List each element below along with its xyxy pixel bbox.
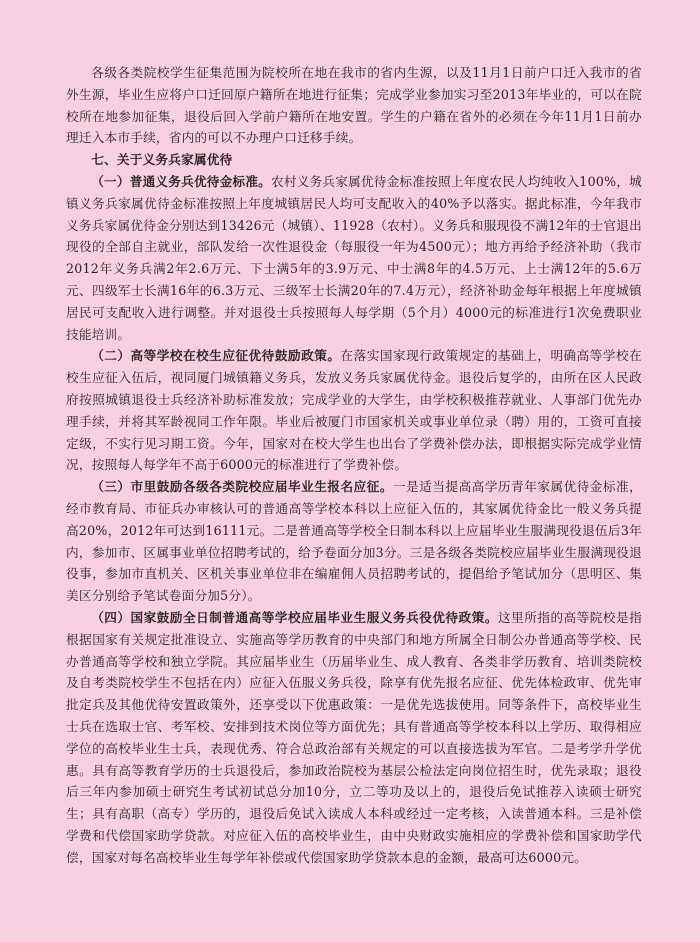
intro-paragraph: 各级各类院校学生征集范围为院校所在地在我市的省内生源，以及11月1日前户口迁入我市的省外生源，毕业生应将户口迁回原户籍所在地进行征集；完成学业参加实习至2013年毕业的，可以在院校所在地参加征集，退役后回入学前户籍所在地安置。学生的户籍在省外的必须在今年11月1日前办理迁入本市手续，省内的可以不办理户口迁移手续。 [66,65,642,146]
policy-item-1-body: 农村义务兵家属优待金标准按照上年度农民人均纯收入100%，城镇义务兵家属优待金标准按照上年度城镇居民人均可支配收入的40%予以落实。据此标准，今年我市义务兵家属优待金分别达到13426元（城镇）、11928（农村）。义务兵和服现役不满12年的士官退出现役的全部自主就业，部队发给一次性退役金（每服役一年为4500元）；地方再给予经济补助（我市2012年义务兵满2年2.6万元、下士满5年的3.9万元、中士满8年的4.5万元、上士满12年的5.6万元、四级军士长满16年的6.3万元、三级军士长满20年的7.4万元），经济补助金每年根据上年度城镇居民可支配收入进行调整。并对退役士兵按照每人每学期（5个月）4000元的标准进行1次免费职业技能培训。 [66,173,643,342]
policy-item-2-title: （二）高等学校在校生应征优待鼓励政策。 [91,348,341,364]
policy-item-3 [66,476,642,607]
policy-item-2-body: 在落实国家现行政策规定的基础上，明确高等学校在校生应征入伍后，视同厦门城镇籍义务兵，发放义务兵家属优待金。退役后复学的，由所在区人民政府按照城镇退役士兵经济补助标准发放；完成学业的大学生，由学校积极推荐就业、人事部门优先办理手续，并将其军龄视同工作年限。毕业后被厦门市国家机关或事业单位录（聘）用的，工资可直接定级，不实行见习期工资。今年，国家对在校大学生也出台了学费补偿办法，即根据实际完成学业情况，按照每人每学年不高于6000元的标准进行了学费补偿。 [66,348,643,473]
policy-item-4-body: 这里所指的高等院校是指根据国家有关规定批准设立、实施高等学历教育的中央部门和地方所属全日制公办普通高等学校、民办普通高等学校和独立学院。其应届毕业生（历届毕业生、成人教育、各类非学历教育、培训类院校及自考类院校学生不包括在内）应征入伍服义务兵役，除享有优先报名应征、优先体检政审、优先审批定兵及其他优待安置政策外，还享受以下优惠政策：一是优先选拔使用。同等条件下，高校毕业生士兵在选取士官、考军校、安排到技术岗位等方面优先；具有普通高等学校本科以上学历、取得相应学位的高校毕业生士兵，表现优秀、符合总政治部有关规定的可以直接选拔为军官。二是考学升学优惠。具有高等教育学历的士兵退役后，参加政治院校为基层公检法定向岗位招生时，优先录取；退役后三年内参加硕士研究生考试初试总分加10分，立二等功及以上的，退役后免试推荐入读硕士研究生；具有高职（高专）学历的，退役后免试入读成人本科或经过一定考核，入读普通本科。三是补偿学费和代偿国家助学贷款。对应征入伍的高校毕业生，由中央财政实施相应的学费补偿和国家助学代偿，国家对每名高校毕业生每学年补偿或代偿国家助学贷款本息的金额，最高可达6000元。 [66,609,643,865]
policy-item-2 [66,345,642,476]
policy-item-4 [66,607,642,869]
policy-item-3-body: 一是适当提高高学历青年家属优待金标准，经市教育局、市征兵办审核认可的普通高等学校本科以上应征入伍的，其家属优待金比一般义务兵提高20%，2012年可达到16111元。二是普通高等学校全日制本科以上应届毕业生服满现役退伍后3年内，参加市、区属事业单位招聘考试的，给予卷面分加3分。三是各级各类院校应届毕业生服满现役退役事，参加市直机关、区机关事业单位非在编雇佣人员招聘考试的，提倡给予笔试加分（思明区、集美区分别给予笔试卷面分加5分）。 [66,479,643,604]
section-heading: 七、关于义务兵家属优待 [91,152,233,168]
policy-item-1 [66,171,642,345]
document-page [66,62,642,868]
policy-item-3-title: （三）市里鼓励各级各类院校应届毕业生报名应征。 [91,479,393,495]
policy-item-1-title: （一）普通义务兵优待金标准。 [91,173,272,189]
policy-item-4-title: （四）国家鼓励全日制普通高等学校应届毕业生服义务兵役优待政策。 [91,609,498,625]
